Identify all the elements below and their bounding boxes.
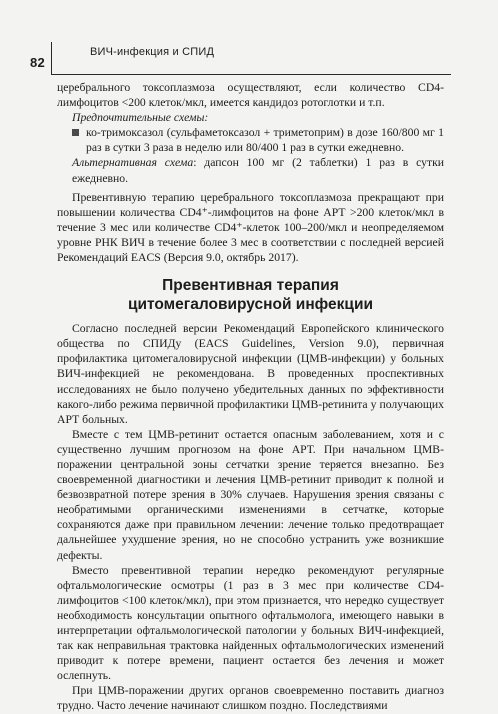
section-heading-line-2: цитомегаловирусной инфекции [127,296,374,314]
header-horizontal-rule [51,74,451,75]
paragraph-toxoplasmosis-stop: Превентивную терапию церебрального токсоплазмоза прекращают при повышении количества CD4⁺-лимфоцитов на фоне АРТ >200 клеток/мкл в течение 3 мес или количестве CD4⁺-клеток 100–200/мкл и неопределяемом уровне РНК ВИЧ в течение более 3 мес в соответствии с последней версией Рекомендаций EACS (Версия 9.0, октябрь 2017). [57,190,444,265]
header-vertical-rule [51,42,52,74]
alternative-scheme-text: : дапсон 100 мг (2 таблетки) 1 раз в сутки ежедневно. [72,156,444,185]
paragraph: Вместе с тем ЦМВ-ретинит остается опасным заболеванием, хотя и с существенно лучшим прогнозом на фоне АРТ. При начальном ЦМВ-поражении центральной зоны сетчатки зрение теряется внезапно. Без своевременной диагностики и лечения ЦМВ-ретинит приводит к полной и безвозвратной потере зрения в 30% случаев. Нарушения зрения связаны с необратимыми органическими изменениями в сетчатке, которые сохраняются даже при правильном лечении: лечение только предотвращает дальнейшее ухудшение зрения, но не способно устранить уже возникшие дефекты. [57,427,444,562]
page-header [0,0,498,80]
alternative-scheme-label: Альтернативная схема [72,156,194,170]
preferred-schemes-label: Предпочтительные схемы: [72,111,209,125]
running-title: ВИЧ-инфекция и СПИД [90,46,215,58]
paragraph: Вместо превентивной терапии нередко рекомендуют регулярные офтальмологические осмотры (1 раз в 3 мес при количестве CD4-лимфоцитов <100 клеток/мкл), при этом признается, что нередко существует необходимость консультации опытного офтальмолога, имеющего навыки в интерпретации офтальмологической патологии у больных ВИЧ-инфекцией, так как неправильная трактовка найденных офтальмологических изменений приводит к потере времени, пациент остается без лечения и может ослепнуть. [57,563,444,683]
page-body [57,80,444,714]
section-heading [57,276,444,314]
list-item-text: ко-тримоксазол (сульфаметоксазол + триметоприм) в дозе 160/800 мг 1 раз в сутки 3 раза в неделю или 80/400 1 раз в сутки ежедневно. [86,126,444,155]
alternative-scheme [57,155,444,185]
list-item [57,125,444,155]
paragraph: Согласно последней версии Рекомендаций Европейского клинического общества по СПИДу (EACS Guidelines, Version 9.0), первичная профилактика цитомегаловирусной инфекции (ЦМВ-инфекции) у больных ВИЧ-инфекцией не рекомендована. В проведенных проспективных исследованиях не было получено убедительных данных по эффективности какого-либо режима первичной профилактики ЦМВ-ретинита у получающих АРТ больных. [57,322,444,426]
square-bullet-icon [72,129,79,136]
paragraph-continuation: церебрального токсоплазмоза осуществляют, если количество CD4-лимфоцитов <200 клеток/мкл, имеется кандидоз ротоглотки и т.п. [57,81,444,110]
page-number: 82 [30,55,46,70]
paragraph: При ЦМВ-поражении других органов своевременно поставить диагноз трудно. Часто лечение начинают слишком поздно. Последствиями [57,684,444,713]
section-heading-line-1: Превентивная терапия [162,277,339,295]
